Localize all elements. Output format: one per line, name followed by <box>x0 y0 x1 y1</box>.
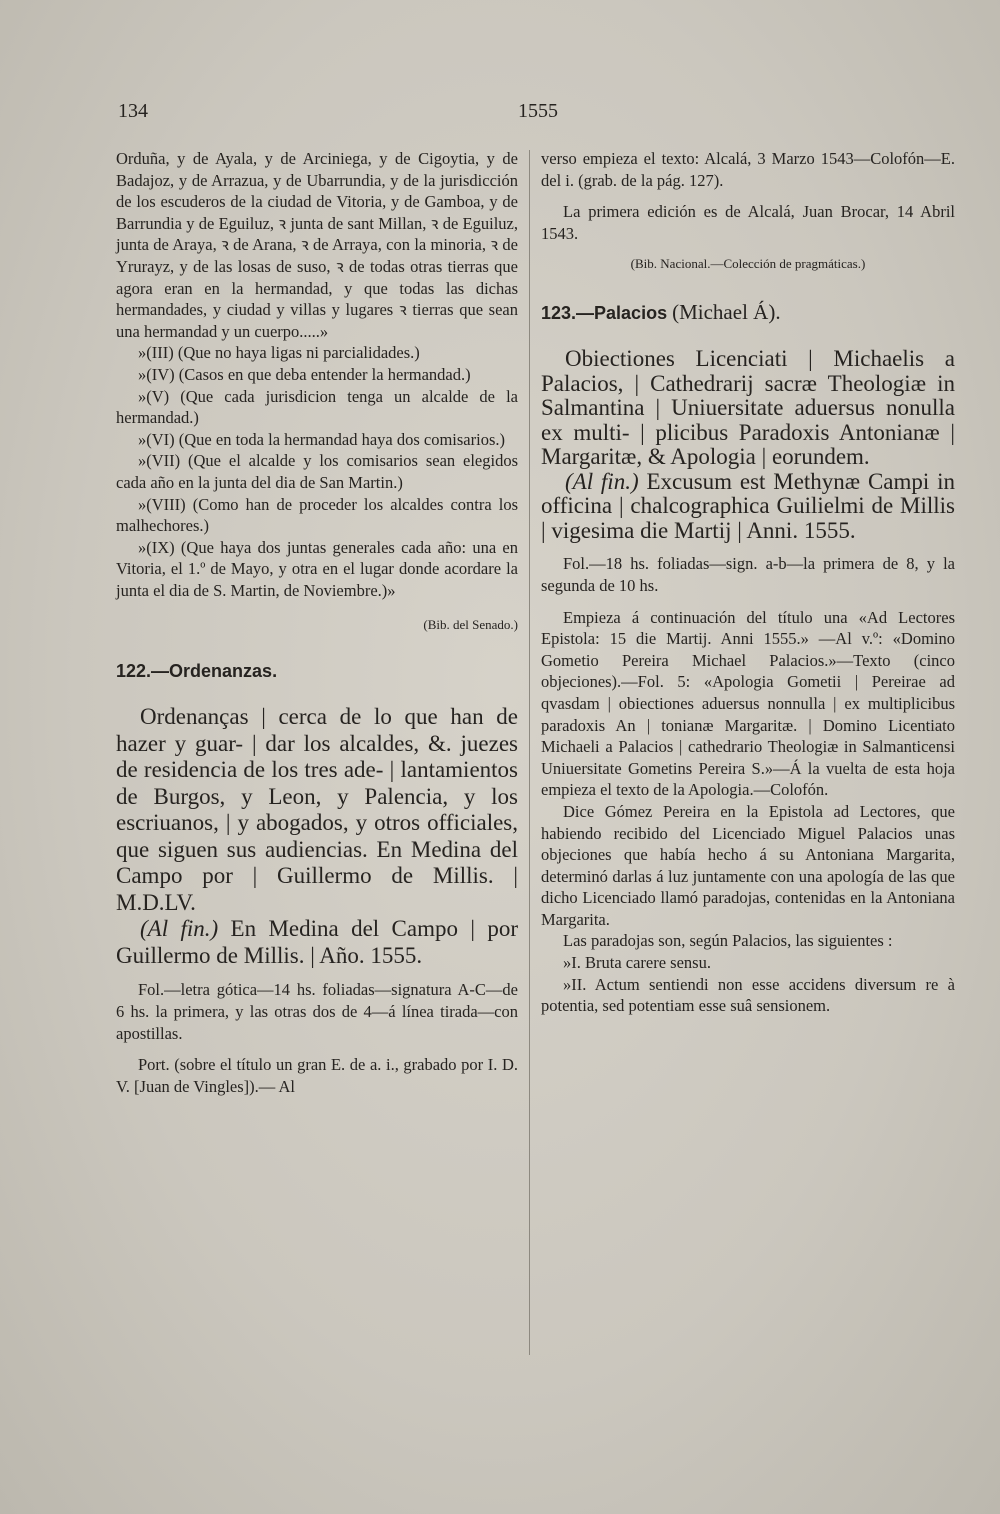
list-item: »(V) (Que cada jurisdicion tenga un alcalde de la hermandad.) <box>116 386 518 428</box>
entry-title: Ordenanças | cerca de lo que han de hazer y guar- | dar los alcaldes, &. juezes de residencia de los tres ade- | lantamientos de Burgos, y Leon, y Palencia, y los escriuanos, | y abogados, y otros officiales, que siguen sus audiencias. En Medina del Campo por | Guillermo de Millis. | M.D.LV. <box>116 704 518 915</box>
colophon-label: (Al fin.) <box>140 916 219 942</box>
list-item: »(VIII) (Como han de proceder los alcaldes contra los malhechores.) <box>116 494 518 536</box>
page-number: 134 <box>118 100 148 122</box>
entry-description: Fol.—letra gótica—14 hs. foliadas—signatura A-C—de 6 hs. la primera, y las otras dos de 4—á línea tirada—con apostillas. <box>116 980 518 1043</box>
list-item: »(IV) (Casos en que deba entender la hermandad.) <box>138 364 471 384</box>
list-item: »(III) (Que no haya ligas ni parcialidades.) <box>138 343 420 363</box>
continuation-paragraph: verso empieza el texto: Alcalá, 3 Marzo 1543—Colofón—E. del i. (grab. de la pág. 127). <box>541 149 955 190</box>
list-item: »I. Bruta carere sensu. <box>563 953 711 973</box>
list-item: »(VI) (Que en toda la hermandad haya dos comisarios.) <box>138 429 505 449</box>
list-item: »(IX) (Que haya dos juntas generales cada año: una en Vitoria, el 1.º de Mayo, y otra en el lugar donde acordare la junta el dia de S. Martin, de Noviembre.)» <box>116 537 518 600</box>
column-divider <box>529 150 530 1355</box>
list-item: »(VII) (Que el alcalde y los comisarios sean elegidos cada año en la junta del dia de San Martin.) <box>116 451 518 492</box>
source-citation: (Bib. Nacional.—Colección de pragmáticas.) <box>630 256 866 272</box>
spacer <box>116 969 518 979</box>
entry-colophon <box>116 916 518 969</box>
entry-contents: Empieza á continuación del título una «Ad Lectores Epistola: 15 die Martij. Anni 1555.» —Al v.º: «Domino Gometio Pereira Michael Palacios.»—Texto (cinco objeciones).—Fol. 5: «Apologia Gometii | Pereirae ad qvasdam | obiectiones aduersus nonnulla | ex multiplicibus paradoxis An | tonianæ Margaritæ. | Domino Licentiato Michaeli a Palacios | cathedrario Theologiæ in Salmanticensi Uniuersitate Gometins Pereira S.»—Á la vuelta de esta hoja empieza el texto de la Apologia.—Colofón. <box>541 607 955 800</box>
spacer <box>541 597 955 607</box>
entry-colophon <box>541 470 955 544</box>
running-year: 1555 <box>518 100 558 122</box>
spacer <box>541 543 955 553</box>
spacer <box>116 1044 518 1054</box>
right-column <box>541 148 955 1017</box>
paradoxes-intro: Las paradojas son, según Palacios, las siguientes : <box>563 931 893 951</box>
entry-description: Fol.—18 hs. foliadas—sign. a-b—la primera de 8, y la segunda de 10 hs. <box>541 554 955 595</box>
colophon-text: En Medina del Campo | por Guillermo de Millis. | Año. 1555. <box>116 916 519 968</box>
entry-heading <box>541 300 955 325</box>
list-item: »II. Actum sentiendi non esse accidens diversum re à potentia, sed potentiam esse suâ sensionem. <box>541 974 955 1016</box>
entry-number: 123.—Palacios <box>541 303 668 324</box>
entry-portada: Port. (sobre el título un gran E. de a. i., grabado por I. D. V. [Juan de Vingles]).— Al <box>116 1055 518 1096</box>
left-column <box>116 148 518 1097</box>
entry-title: Obiectiones Licenciati | Michaelis a Palacios, | Cathedrarij sacræ Theologiæ in Salmantina | Uniuersitate aduersus nonulla ex multi- | plicibus Paradoxis Antonianæ | Margaritæ, & Apologia | eorundem. <box>541 346 955 470</box>
entry-author: (Michael Á). <box>672 300 781 325</box>
first-edition-note: La primera edición es de Alcalá, Juan Brocar, 14 Abril 1543. <box>541 202 955 243</box>
page-header <box>118 100 558 130</box>
entry-note: Dice Gómez Pereira en la Epistola ad Lectores, que habiendo recibido del Licenciado Miguel Palacios unas objeciones que había hecho á su Antoniana Margarita, determinó darlas á luz juntamente con una apología de las que dicho Licenciado llamó paradojas, contenidas en la Antoniana Margarita. <box>541 801 955 929</box>
source-citation: (Bib. del Senado.) <box>423 617 518 633</box>
opening-paragraph: Orduña, y de Ayala, y de Arciniega, y de Cigoytia, y de Badajoz, y de Arrazua, y de Ubarrundia, y de la jurisdicción de los escuderos de la ciudad de Vitoria, y de Gamboa, y de Barrundia y de Eguiluz, ꝛ junta de sant Millan, ꝛ de Eguiluz, junta de Araya, ꝛ de Arana, ꝛ de Arraya, con la minoria, ꝛ de Yrurayz, y de las losas de suso, ꝛ de todas otras tierras que agora eran en la hermandad, y que todas las dichas hermandades, y ciudad y villas y lugares ꝛ tierras que sean una hermandad y un cuerpo.....» <box>116 149 518 341</box>
colophon-text: Excusum est Methynæ Campi in officina | chalcographica Guilielmi de Millis | vigesima die Martij | Anni. 1555. <box>541 468 955 543</box>
entry-heading: 122.—Ordenanzas. <box>116 661 278 682</box>
spacer <box>541 191 955 201</box>
colophon-label: (Al fin.) <box>565 468 639 494</box>
